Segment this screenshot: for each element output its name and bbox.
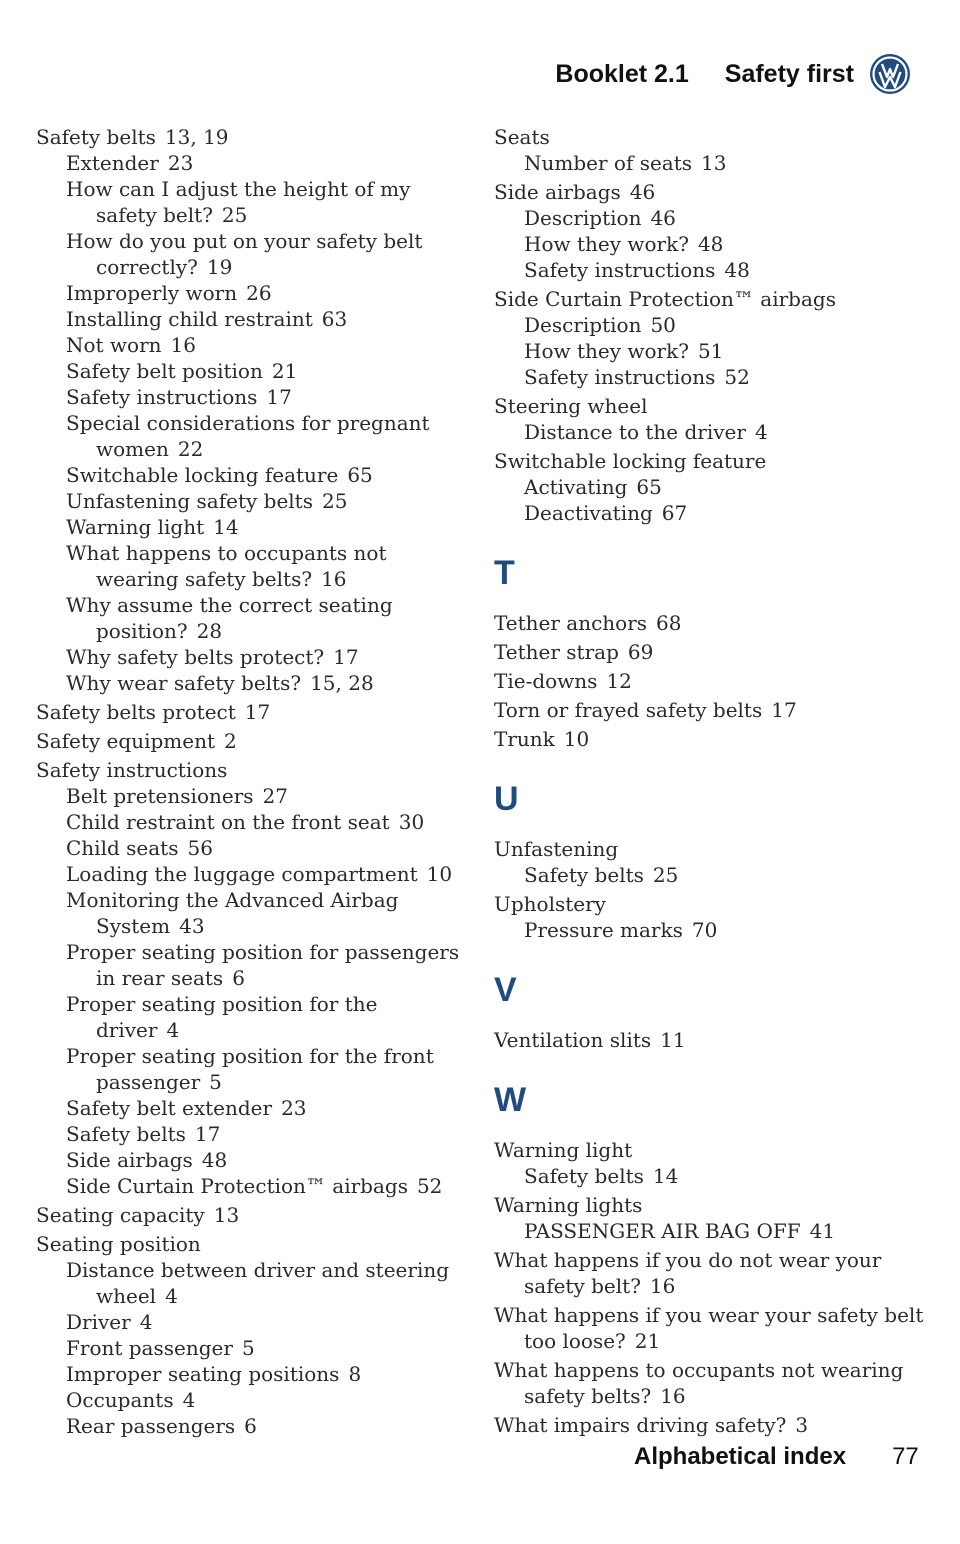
entry-pages: 16 xyxy=(660,1384,686,1408)
entry-text: Description xyxy=(524,206,642,230)
entry-text: Switchable locking feature xyxy=(494,449,767,473)
entry-text: Switchable locking feature xyxy=(66,463,339,487)
index-entry xyxy=(494,1357,924,1409)
entry-text: Unfastening safety belts xyxy=(66,489,313,513)
entry-text: Proper seating position for the front passenger xyxy=(66,1044,434,1094)
entry-pages: 14 xyxy=(652,1164,679,1188)
entry-pages: 17 xyxy=(771,698,797,722)
index-entry xyxy=(66,783,466,809)
entry-text: Rear passengers xyxy=(66,1414,236,1438)
index-entry xyxy=(66,1413,466,1439)
page-footer xyxy=(634,1443,919,1471)
entry-text: Distance between driver and steering wheel xyxy=(66,1258,450,1308)
index-entry xyxy=(36,1231,466,1257)
entry-text: Installing child restraint xyxy=(66,307,313,331)
entry-text: What happens to occupants not wearing safety belts? xyxy=(494,1358,904,1408)
entry-text: Unfastening xyxy=(494,837,619,861)
entry-text: How do you put on your safety belt correctly? xyxy=(66,229,423,279)
index-entry xyxy=(524,500,924,526)
entry-text: Side airbags xyxy=(494,180,621,204)
entry-pages: 10 xyxy=(426,862,453,886)
entry-pages: 28 xyxy=(196,619,223,643)
entry-text: Safety instructions xyxy=(524,365,716,389)
entry-pages: 16 xyxy=(170,333,196,357)
entry-pages: 65 xyxy=(347,463,373,487)
entry-text: Tether strap xyxy=(494,640,619,664)
entry-pages: 52 xyxy=(416,1174,443,1198)
entry-pages: 23 xyxy=(167,151,194,175)
entry-text: PASSENGER AIR BAG OFF xyxy=(524,1219,801,1243)
entry-text: Side Curtain Protection™ airbags xyxy=(66,1174,408,1198)
section-title: Safety first xyxy=(724,59,854,88)
entry-text: Seating position xyxy=(36,1232,201,1256)
vw-logo-icon xyxy=(868,52,912,96)
entry-text: Warning lights xyxy=(494,1193,643,1217)
section-letter: U xyxy=(494,780,519,818)
entry-text: Steering wheel xyxy=(494,394,648,418)
index-entry xyxy=(494,448,924,474)
entry-text: Belt pretensioners xyxy=(66,784,254,808)
index-entry xyxy=(494,1137,924,1163)
index-entry xyxy=(494,1302,924,1354)
entry-pages: 12 xyxy=(606,669,632,693)
entry-pages: 48 xyxy=(724,258,750,282)
entry-pages: 4 xyxy=(165,1284,178,1308)
index-entry xyxy=(494,836,924,862)
index-entry xyxy=(524,419,924,445)
entry-pages: 63 xyxy=(321,307,348,331)
entry-pages: 70 xyxy=(691,918,718,942)
entry-text: Monitoring the Advanced Airbag System xyxy=(66,888,399,938)
entry-text: Child restraint on the front seat xyxy=(66,810,390,834)
index-entry xyxy=(66,228,466,280)
index-entry xyxy=(494,668,924,694)
entry-text: Side airbags xyxy=(66,1148,193,1172)
entry-pages: 3 xyxy=(795,1413,809,1437)
section-letter: W xyxy=(494,1081,527,1119)
index-entry xyxy=(36,728,466,754)
index-entry xyxy=(494,697,924,723)
entry-text: Warning light xyxy=(494,1138,633,1162)
entry-text: Loading the luggage compartment xyxy=(66,862,418,886)
entry-text: What happens if you wear your safety belt too loose? xyxy=(494,1303,924,1353)
index-entry xyxy=(66,306,466,332)
index-entry xyxy=(36,1202,466,1228)
entry-text: Safety belts xyxy=(66,1122,186,1146)
entry-text: Safety belt position xyxy=(66,359,263,383)
index-entry xyxy=(66,150,466,176)
index-entry xyxy=(66,644,466,670)
entry-text: Extender xyxy=(66,151,159,175)
entry-text: Special considerations for pregnant women xyxy=(66,411,430,461)
index-entry xyxy=(494,891,924,917)
entry-text: Safety belts protect xyxy=(36,700,236,724)
entry-pages: 50 xyxy=(650,313,676,337)
index-entry xyxy=(494,286,924,312)
entry-pages: 51 xyxy=(697,339,724,363)
entry-pages: 6 xyxy=(232,966,245,990)
entry-text: Improper seating positions xyxy=(66,1362,340,1386)
entry-text: Side Curtain Protection™ airbags xyxy=(494,287,836,311)
entry-text: Driver xyxy=(66,1310,131,1334)
entry-pages: 65 xyxy=(636,475,662,499)
entry-text: What impairs driving safety? xyxy=(494,1413,787,1437)
entry-pages: 46 xyxy=(650,206,676,230)
index-entry xyxy=(66,1121,466,1147)
entry-text: Number of seats xyxy=(524,151,693,175)
index-entry xyxy=(66,670,466,696)
section-letter: V xyxy=(494,971,517,1009)
entry-pages: 67 xyxy=(661,501,688,525)
index-entry xyxy=(66,280,466,306)
entry-pages: 16 xyxy=(321,567,347,591)
footer-title: Alphabetical index xyxy=(634,1443,847,1470)
index-entry xyxy=(66,540,466,592)
entry-pages: 4 xyxy=(182,1388,196,1412)
entry-pages: 48 xyxy=(201,1148,228,1172)
entry-pages: 21 xyxy=(271,359,298,383)
entry-text: Safety belts xyxy=(524,1164,644,1188)
entry-text: Warning light xyxy=(66,515,205,539)
index-entry xyxy=(36,757,466,783)
entry-pages: 16 xyxy=(649,1274,676,1298)
entry-pages: 13 xyxy=(701,151,727,175)
entry-text: Seating capacity xyxy=(36,1203,205,1227)
entry-text: Why assume the correct seating position? xyxy=(66,593,393,643)
entry-pages: 6 xyxy=(244,1414,257,1438)
entry-pages: 27 xyxy=(262,784,288,808)
index-entry xyxy=(66,514,466,540)
entry-pages: 10 xyxy=(563,727,590,751)
index-entry xyxy=(494,1247,924,1299)
entry-pages: 4 xyxy=(754,420,768,444)
entry-pages: 26 xyxy=(246,281,272,305)
index-entry xyxy=(494,726,924,752)
index-entry xyxy=(66,1147,466,1173)
index-entry xyxy=(66,1387,466,1413)
entry-text: Distance to the driver xyxy=(524,420,746,444)
index-entry xyxy=(524,338,924,364)
index-entry xyxy=(66,384,466,410)
entry-pages: 2 xyxy=(224,729,237,753)
entry-pages: 52 xyxy=(724,365,750,389)
entry-pages: 5 xyxy=(241,1336,255,1360)
entry-text: Proper seating position for the driver xyxy=(66,992,378,1042)
index-entry xyxy=(66,488,466,514)
entry-text: Torn or frayed safety belts xyxy=(494,698,763,722)
entry-text: Upholstery xyxy=(494,892,606,916)
index-entry xyxy=(66,332,466,358)
entry-pages: 17 xyxy=(244,700,271,724)
page-header xyxy=(555,52,912,96)
index-column-right xyxy=(494,124,924,1438)
entry-text: Why wear safety belts? xyxy=(66,671,302,695)
entry-pages: 17 xyxy=(194,1122,221,1146)
entry-pages: 69 xyxy=(627,640,654,664)
entry-text: Front passenger xyxy=(66,1336,233,1360)
index-entry xyxy=(494,124,924,150)
entry-pages: 5 xyxy=(209,1070,222,1094)
index-entry xyxy=(66,1361,466,1387)
index-entry xyxy=(524,231,924,257)
entry-pages: 14 xyxy=(213,515,239,539)
entry-pages: 41 xyxy=(809,1219,836,1243)
entry-text: Deactivating xyxy=(524,501,653,525)
entry-text: Proper seating position for passengers in rear seats xyxy=(66,940,460,990)
entry-pages: 21 xyxy=(634,1329,661,1353)
entry-pages: 13 xyxy=(213,1203,240,1227)
entry-text: Improperly worn xyxy=(66,281,238,305)
index-entry xyxy=(66,835,466,861)
index-entry xyxy=(66,176,466,228)
index-entry xyxy=(36,124,466,150)
page-number: 77 xyxy=(892,1443,919,1470)
index-entry xyxy=(66,1257,466,1309)
index-entry xyxy=(524,1163,924,1189)
entry-text: How can I adjust the height of my safety belt? xyxy=(66,177,411,227)
entry-text: Seats xyxy=(494,125,550,149)
index-entry xyxy=(66,462,466,488)
index-entry xyxy=(66,1043,466,1095)
entry-pages: 17 xyxy=(333,645,359,669)
index-entry xyxy=(524,205,924,231)
entry-pages: 8 xyxy=(348,1362,362,1386)
entry-text: How they work? xyxy=(524,232,689,256)
index-entry xyxy=(494,1192,924,1218)
entry-text: Safety equipment xyxy=(36,729,215,753)
entry-text: What happens if you do not wear your safety belt? xyxy=(494,1248,882,1298)
entry-pages: 4 xyxy=(166,1018,180,1042)
index-entry xyxy=(494,1027,924,1053)
entry-text: Tie-downs xyxy=(494,669,598,693)
entry-pages: 30 xyxy=(398,810,425,834)
index-entry xyxy=(66,939,466,991)
entry-pages: 22 xyxy=(177,437,204,461)
entry-text: Safety belts xyxy=(524,863,644,887)
index-entry xyxy=(524,312,924,338)
index-entry xyxy=(494,179,924,205)
section-letter: T xyxy=(494,554,515,592)
entry-text: Occupants xyxy=(66,1388,174,1412)
index-entry xyxy=(494,639,924,665)
entry-text: Not worn xyxy=(66,333,162,357)
entry-pages: 56 xyxy=(187,836,213,860)
entry-pages: 11 xyxy=(660,1028,686,1052)
entry-pages: 48 xyxy=(697,232,724,256)
index-entry xyxy=(66,1095,466,1121)
index-entry xyxy=(66,887,466,939)
entry-pages: 43 xyxy=(179,914,205,938)
entry-text: Child seats xyxy=(66,836,179,860)
entry-text: How they work? xyxy=(524,339,689,363)
entry-pages: 19 xyxy=(206,255,233,279)
entry-pages: 46 xyxy=(629,180,656,204)
index-entry xyxy=(66,410,466,462)
index-entry xyxy=(66,1335,466,1361)
entry-text: Safety belt extender xyxy=(66,1096,273,1120)
index-entry xyxy=(524,862,924,888)
index-entry xyxy=(66,809,466,835)
entry-text: Safety instructions xyxy=(66,385,258,409)
entry-text: Why safety belts protect? xyxy=(66,645,325,669)
entry-pages: 23 xyxy=(281,1096,307,1120)
entry-text: Safety belts xyxy=(36,125,156,149)
entry-pages: 25 xyxy=(321,489,348,513)
entry-text: Description xyxy=(524,313,642,337)
entry-pages: 15, 28 xyxy=(310,671,374,695)
index-entry xyxy=(524,917,924,943)
index-entry xyxy=(524,474,924,500)
entry-pages: 68 xyxy=(656,611,682,635)
index-entry xyxy=(494,610,924,636)
entry-text: Safety instructions xyxy=(36,758,228,782)
entry-pages: 4 xyxy=(139,1310,153,1334)
entry-pages: 17 xyxy=(266,385,292,409)
index-entry xyxy=(36,699,466,725)
entry-text: Tether anchors xyxy=(494,611,648,635)
index-entry xyxy=(494,1412,924,1438)
index-entry xyxy=(66,1309,466,1335)
entry-text: Trunk xyxy=(494,727,555,751)
index-entry xyxy=(66,358,466,384)
entry-pages: 25 xyxy=(221,203,248,227)
entry-text: What happens to occupants not wearing safety belts? xyxy=(66,541,387,591)
entry-text: Pressure marks xyxy=(524,918,683,942)
entry-text: Safety instructions xyxy=(524,258,716,282)
index-column-left xyxy=(36,124,466,1439)
index-entry xyxy=(494,393,924,419)
index-entry xyxy=(524,150,924,176)
index-entry xyxy=(66,1173,466,1199)
index-entry xyxy=(524,1218,924,1244)
entry-text: Ventilation slits xyxy=(494,1028,652,1052)
booklet-label: Booklet 2.1 xyxy=(555,59,689,88)
index-entry xyxy=(66,991,466,1043)
index-entry xyxy=(66,861,466,887)
entry-pages: 13, 19 xyxy=(164,125,229,149)
index-entry xyxy=(524,364,924,390)
entry-text: Activating xyxy=(524,475,628,499)
entry-pages: 25 xyxy=(652,863,679,887)
index-entry xyxy=(524,257,924,283)
index-entry xyxy=(66,592,466,644)
